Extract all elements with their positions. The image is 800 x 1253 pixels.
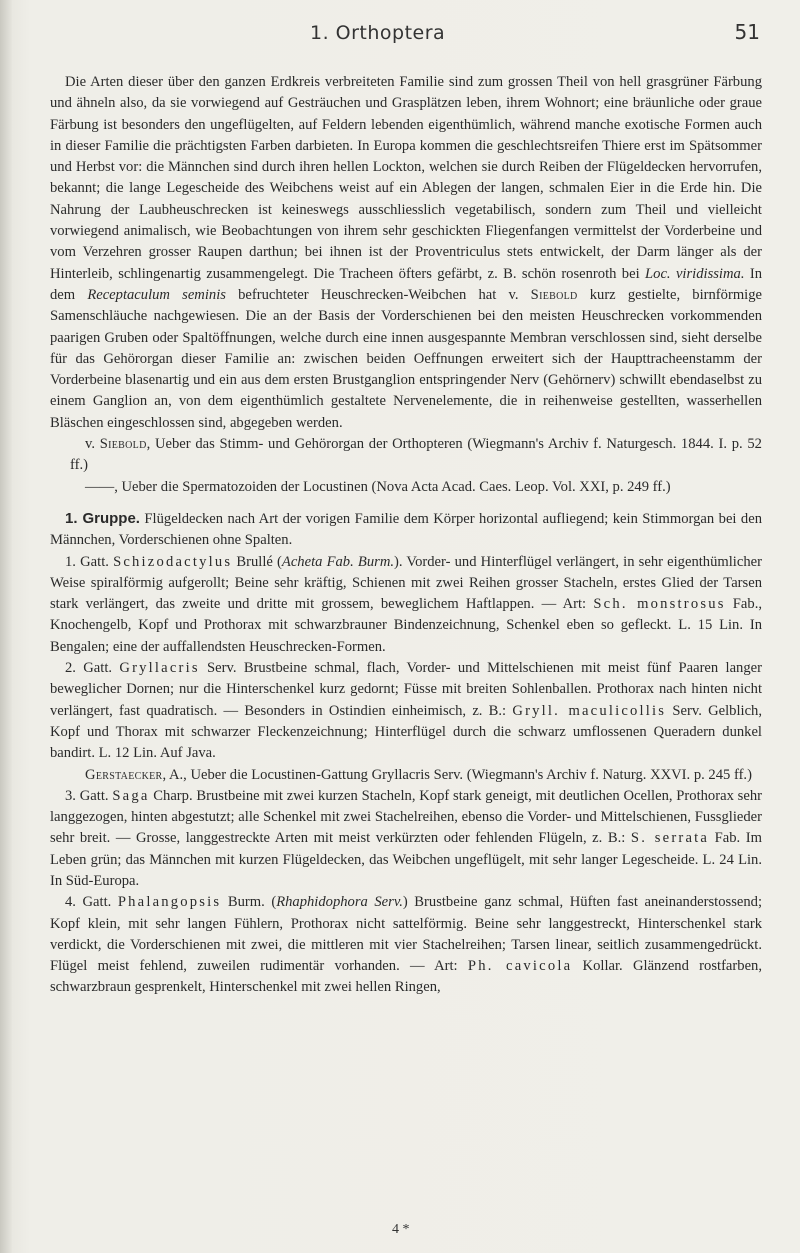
body-text	[50, 72, 762, 999]
reference-siebold-1: v. Siebold, Ueber das Stimm- und Gehörorgan der Orthopteren (Wiegmann's Archiv f. Naturgesch. 1844. I. p. 52 ff.)	[70, 436, 762, 474]
page-gutter-shadow	[0, 0, 12, 1253]
paragraph-family-description: Die Arten dieser über den ganzen Erdkreis verbreiteten Familie sind zum grossen Theil von hell grasgrüner Färbung und ähneln also, da sie vorwiegend auf Gesträuchen und Grasplätzen leben, ihrem Wohnort; eine bräunliche oder graue Färbung ist besonders den ungeflügelten, auf Feldern lebenden eigenthümlich, während manche exotische Formen auch in dieser Familie die prächtigsten Farben darbieten. In Europa kommen die geschlechtsreifen Thiere erst im Spätsommer und Herbst vor: die Männchen sind durch ihren hellen Lockton, welchen sie durch Reiben der Flügeldecken hervorrufen, bekannt; die lange Legescheide des Weibchens weist auf ein Ablegen der langen, schmalen Eier in die Erde hin. Die Nahrung der Laubheuschrecken ist keineswegs ausschliesslich vegetabilisch, sondern zum Theil und vielleicht vorwiegend animalisch, wie Beobachtungen von ihrem sehr geschickten Fliegenfangen vermittelst der Vorderbeine und vom Verzehren grosser Raupen darthun; bei ihnen ist der Proventriculus stets entwickelt, der Darm länger als der Hinterleib, schlingenartig zusammengelegt. Die Tracheen öfters gefärbt, z. B. schön rosenroth bei Loc. viridissima. In dem Receptaculum seminis befruchteter Heuschrecken-Weibchen hat v. Siebold kurz gestielte, birnförmige Samenschläuche nachgewiesen. Die an der Basis der Vorderschienen bei den meisten Heuschrecken vorkommenden paarigen Gruben oder Spaltöffnungen, welche durch eine innen ausgespannte Membran verschlossen sind, sieht derselbe für das Gehörorgan dieser Familie an: zwischen beiden Oeffnungen erweitert sich der Haupttracheenstamm der Vorderbeine blasenartig und ein aus dem ersten Brustganglion entspringender Nerv (Gehörnerv) schwillt ebendaselbst zu einem Ganglion an, von dem eigenthümlich gestaltete Nervenelemente, die in reihenweise gestellten, wasserhellen Bläschen eingeschlossen sind, abgegeben werden.	[50, 74, 763, 431]
running-head: 1. Orthoptera	[310, 22, 446, 44]
group-1-heading: 1. Gruppe. Flügeldecken nach Art der vorigen Familie dem Körper horizontal aufliegend; kein Stimmorgan bei den Männchen, Vorderschienen ohne Spalten.	[50, 509, 762, 549]
genus-gryllacris: 2. Gatt. Gryllacris Serv. Brustbeine schmal, flach, Vorder- und Mittelschienen mit meist fünf Paaren langer beweglicher Dornen; nur die Hinterschenkel kurz gedornt; Füsse mit breiten Sohlenballen. Prothorax nach hinten nicht verlängert, fast quadratisch. — Besonders in Ostindien einheimisch, z. B.: Gryll. maculicollis Serv. Gelblich, Kopf und Thorax mit schwarzer Fleckenzeichnung; Hinterflügel durch die schwarz umflossenen Queradern dunkel bandirt. L. 12 Lin. Auf Java.	[50, 660, 763, 762]
signature-mark: 4 *	[392, 1222, 410, 1237]
reference-siebold-2: ——, Ueber die Spermatozoiden der Locustinen (Nova Acta Acad. Caes. Leop. Vol. XXI, p. 249 ff.)	[85, 478, 671, 495]
page-header	[0, 20, 800, 50]
genus-phalangopsis: 4. Gatt. Phalangopsis Burm. (Rhaphidophora Serv.) Brustbeine ganz schmal, Hüften fast aneinanderstossend; Kopf klein, mit sehr langen Fühlern, Prothorax nicht sattelförmig. Beine sehr langgestreckt, Hinterschenkel stark verdickt, die Vorderschienen mit zwei, die mittleren mit vier Stachelreihen; Tarsen linear, seitlich zusammengedrückt. Flügel meist fehlend, zuweilen rudimentär vorhanden. — Art: Ph. cavicola Kollar. Glänzend rostfarben, schwarzbraun gesprenkelt, Hinterschenkel mit zwei hellen Ringen,	[50, 894, 762, 996]
genus-saga: 3. Gatt. Saga Charp. Brustbeine mit zwei kurzen Stacheln, Kopf stark geneigt, mit deutlichen Ocellen, Prothorax sehr langgezogen, hinten abgestutzt; alle Schenkel mit zwei Stachelreihen, ebenso die Vorder- und Mittelschienen, Fussglieder sehr breit. — Grosse, langgestreckte Arten mit meist verkürzten oder fehlenden Flügeln, z. B.: S. serrata Fab. Im Leben grün; das Männchen mit kurzen Flügeldecken, das Weibchen ungeflügelt, mit sehr langer Legescheide. L. 24 Lin. In Süd-Europa.	[50, 787, 762, 889]
reference-gerstaecker: Gerstaecker, A., Ueber die Locustinen-Gattung Gryllacris Serv. (Wiegmann's Archiv f. Naturg. XXVI. p. 245 ff.)	[85, 766, 752, 783]
genus-schizodactylus: 1. Gatt. Schizodactylus Brullé (Acheta Fab. Burm.). Vorder- und Hinterflügel verlängert, in sehr eigenthümlicher Weise spiralförmig aufgerollt; Beine sehr kräftig, Schienen mit zwei Reihen grosser Stacheln, erstes Glied der Tarsen stark verlängert, das zweite und dritte mit grossem, beweglichem Haftlappen. — Art: Sch. monstrosus Fab., Knochengelb, Kopf und Prothorax mit schwarzbrauner Bindenzeichnung, Schenkel eben so gefleckt. L. 15 Lin. In Bengalen; eine der auffallendsten Heuschrecken-Formen.	[50, 553, 762, 655]
page-number: 51	[734, 20, 760, 44]
